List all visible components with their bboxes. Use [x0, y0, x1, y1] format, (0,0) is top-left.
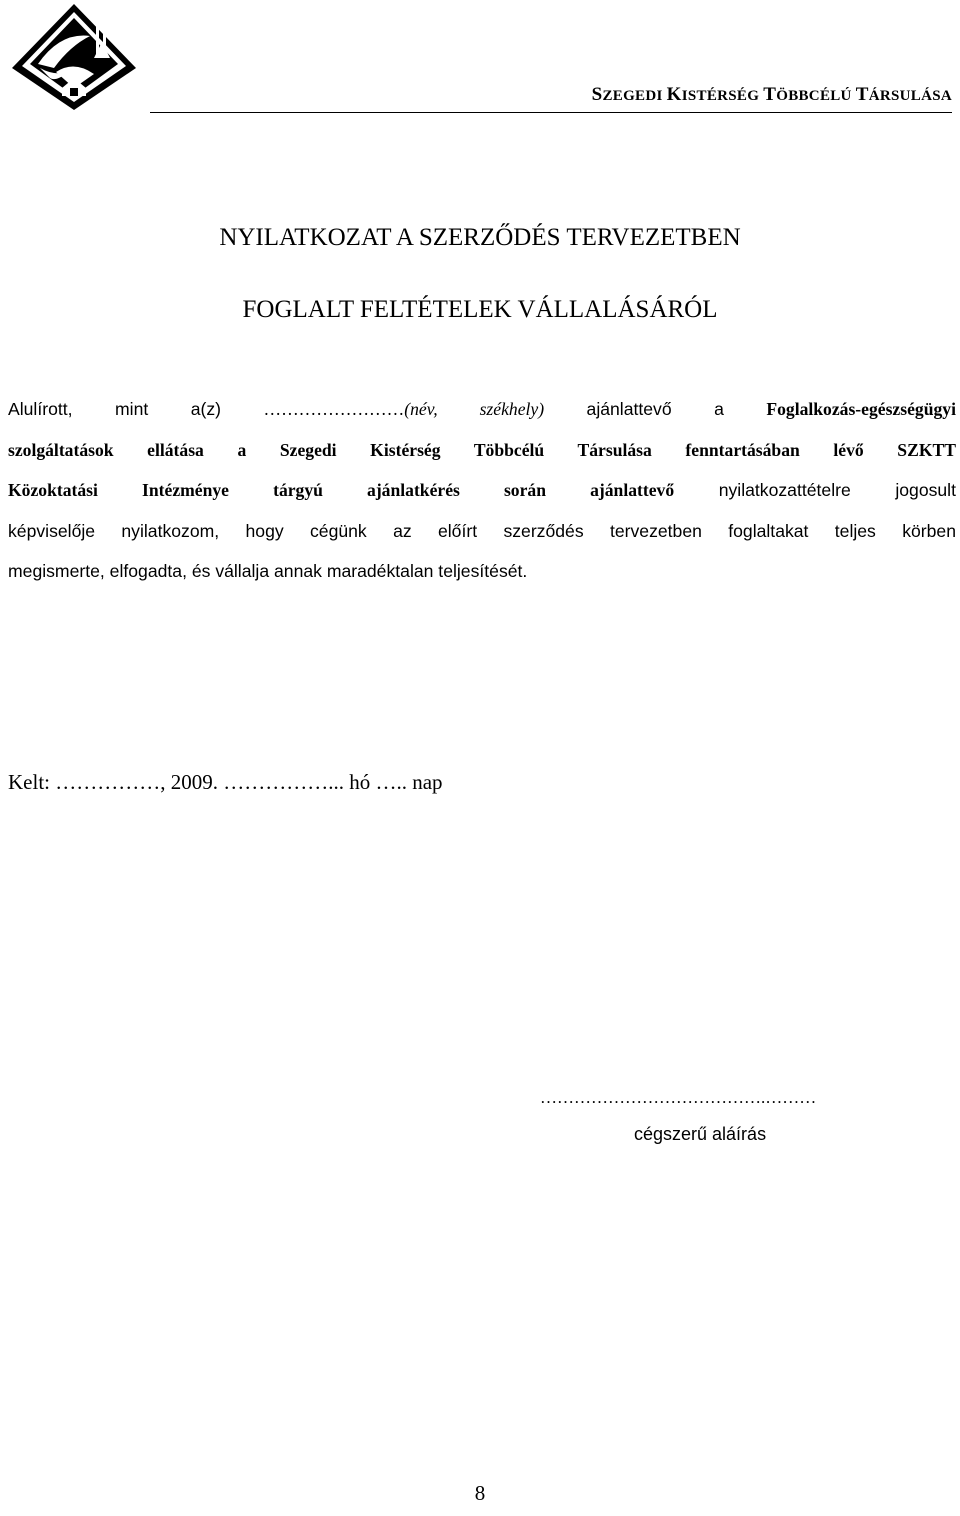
statement-line-1: Alulírott, mint a(z) ……………………(név, székhely) ajánlattevő a Foglalkozás-egészségügyi	[8, 399, 956, 419]
header-divider	[150, 112, 952, 113]
statement-line-3: Közoktatási Intézménye tárgyú ajánlatkérés során ajánlattevő nyilatkozattételre jogosult	[8, 480, 956, 500]
statement-line-2: szolgáltatások ellátása a Szegedi Kistérség Többcélú Társulása fenntartásában lévő SZKTT	[8, 439, 956, 460]
szktt-logo-icon	[10, 2, 138, 112]
statement-paragraph	[8, 389, 956, 592]
page-number: 8	[474, 1481, 486, 1505]
date-line: Kelt: ……………, 2009. ……………... hó ….. nap	[8, 770, 443, 794]
document-title-line-2: FOGLALT FELTÉTELEK VÁLLALÁSÁRÓL	[242, 296, 718, 323]
signature-label: cégszerű aláírás	[634, 1124, 767, 1144]
document-title-line-1: NYILATKOZAT A SZERZŐDÉS TERVEZETBEN	[219, 224, 741, 251]
statement-line-4: képviselője nyilatkozom, hogy cégünk az előírt szerződés tervezetben foglaltakat teljes körben	[8, 520, 956, 541]
header-part-4: TÁRSULÁSA	[855, 84, 952, 105]
signature-line: ………………………………….………	[540, 1088, 817, 1107]
header-part-3: TÖBBCÉLÚ	[763, 84, 856, 105]
statement-line-5: megismerte, elfogadta, és vállalja annak maradéktalan teljesítését.	[8, 561, 528, 581]
header-part-2: KISTÉRSÉG	[666, 84, 764, 105]
header-part-1: SZEGEDI	[591, 84, 667, 105]
organization-header	[592, 84, 952, 106]
